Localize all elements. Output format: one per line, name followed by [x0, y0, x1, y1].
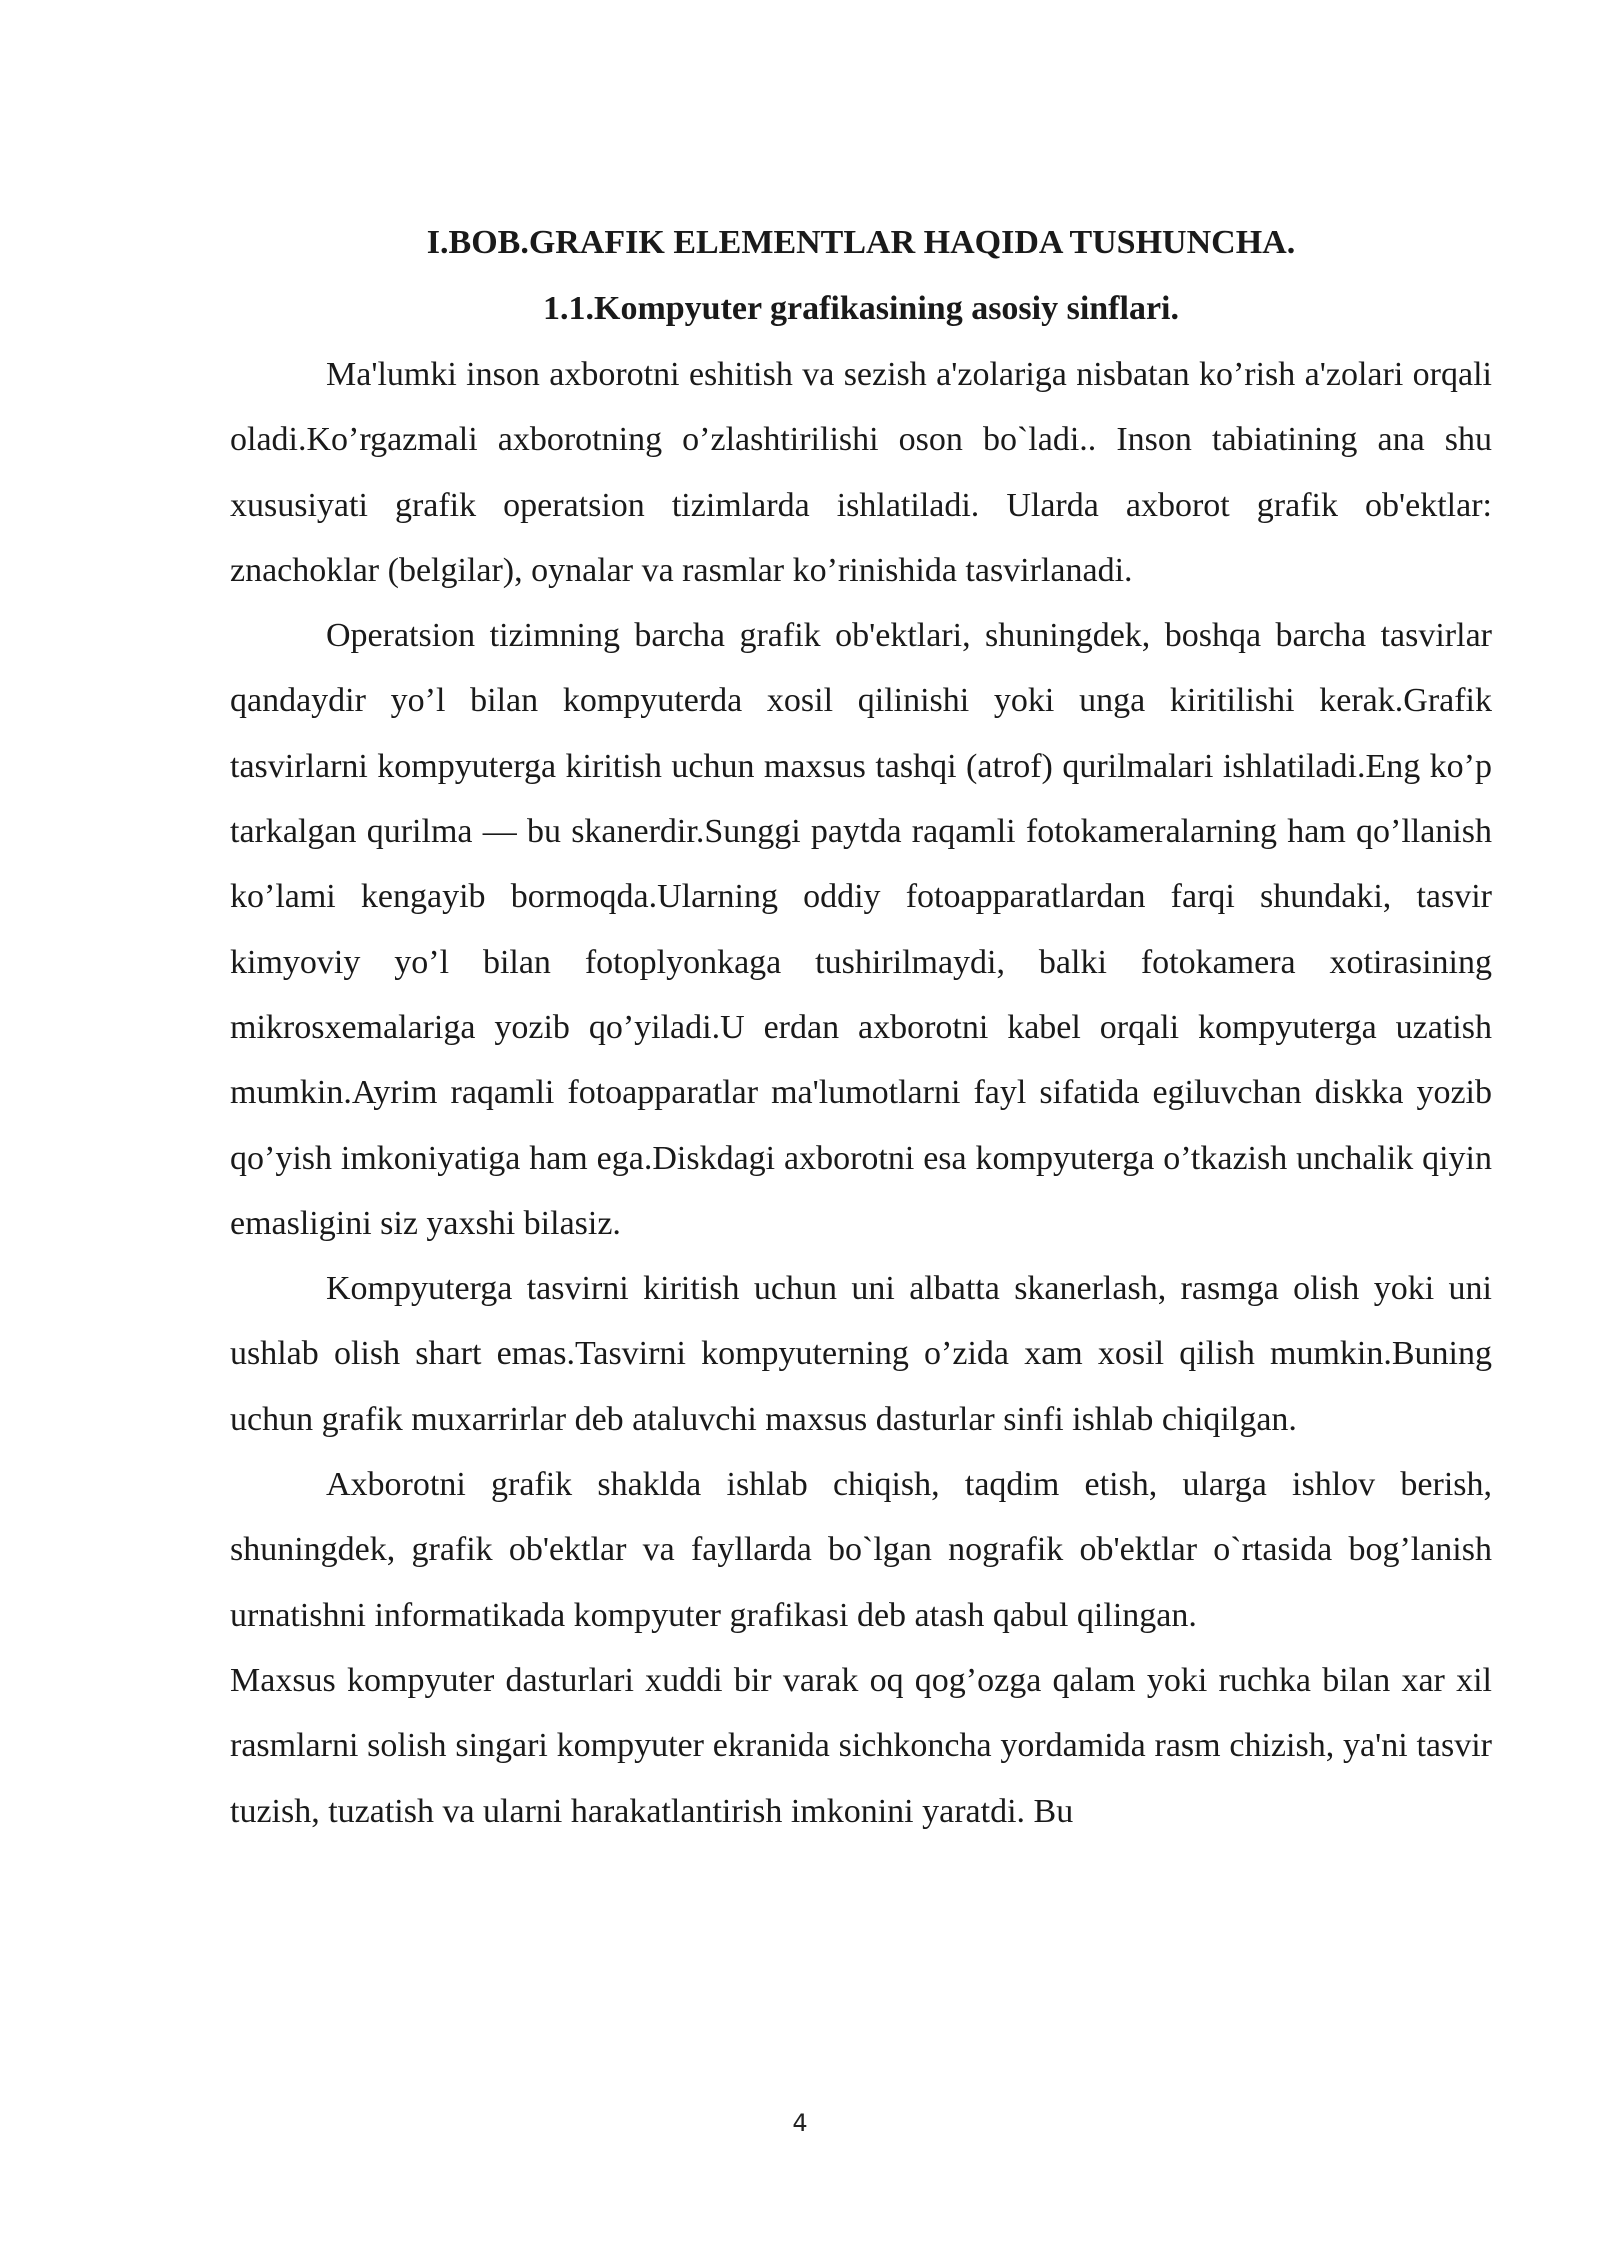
- paragraph-2: Operatsion tizimning barcha grafik ob'ektlari, shuningdek, boshqa barcha tasvirlar qandaydir yo’l bilan kompyuterda xosil qilinishi yoki unga kiritilishi kerak.Grafik tasvirlarni kompyuterga kiritish uchun maxsus tashqi (atrof) qurilmalari ishlatiladi.Eng ko’p tarkalgan qurilma — bu skanerdir.Sunggi paytda raqamli fotokameralarning ham qo’llanish ko’lami kengayib bormoqda.Ularning oddiy fotoapparatlardan farqi shundaki, tasvir kimyoviy yo’l bilan fotoplyonkaga tushirilmaydi, balki fotokamera xotirasining mikrosxemalariga yozib qo’yiladi.U erdan axborotni kabel orqali kompyuterga uzatish mumkin.Ayrim raqamli fotoapparatlar ma'lumotlarni fayl sifatida egiluvchan diskka yozib qo’yish imkoniyatiga ham ega.Diskdagi axborotni esa kompyuterga o’tkazish unchalik qiyin emasligini siz yaxshi bilasiz.: [230, 617, 1492, 1242]
- section-title: 1.1.Kompyuter grafikasining asosiy sinflari.: [543, 290, 1179, 327]
- document-page: [230, 210, 1492, 1844]
- paragraph-1: Ma'lumki inson axborotni eshitish va sezish a'zolariga nisbatan ko’rish a'zolari orqali oladi.Ko’rgazmali axborotning o’zlashtirilishi oson bo`ladi.. Inson tabiatining ana shu xususiyati grafik operatsion tizimlarda ishlatiladi. Ularda axborot grafik ob'ektlar: znachoklar (belgilar), oynalar va rasmlar ko’rinishida tasvirlanadi.: [230, 356, 1492, 589]
- paragraph-4: Axborotni grafik shaklda ishlab chiqish, taqdim etish, ularga ishlov berish, shuningdek, grafik ob'ektlar va fayllarda bo`lgan nografik ob'ektlar o`rtasida bog’lanish urnatishni informatikada kompyuter grafikasi deb atash qabul qilingan.: [230, 1466, 1492, 1634]
- page-number: 4: [792, 2109, 808, 2137]
- chapter-title: I.BOB.GRAFIK ELEMENTLAR HAQIDA TUSHUNCHA.: [426, 224, 1296, 261]
- paragraph-5: Maxsus kompyuter dasturlari xuddi bir varak oq qog’ozga qalam yoki ruchka bilan xar xil rasmlarni solish singari kompyuter ekranida sichkoncha yordamida rasm chizish, ya'ni tasvir tuzish, tuzatish va ularni harakatlantirish imkonini yaratdi. Bu: [230, 1661, 1492, 1830]
- paragraph-3: Kompyuterga tasvirni kiritish uchun uni albatta skanerlash, rasmga olish yoki uni ushlab olish shart emas.Tasvirni kompyuterning o’zida xam xosil qilish mumkin.Buning uchun grafik muxarrirlar deb ataluvchi maxsus dasturlar sinfi ishlab chiqilgan.: [230, 1270, 1492, 1438]
